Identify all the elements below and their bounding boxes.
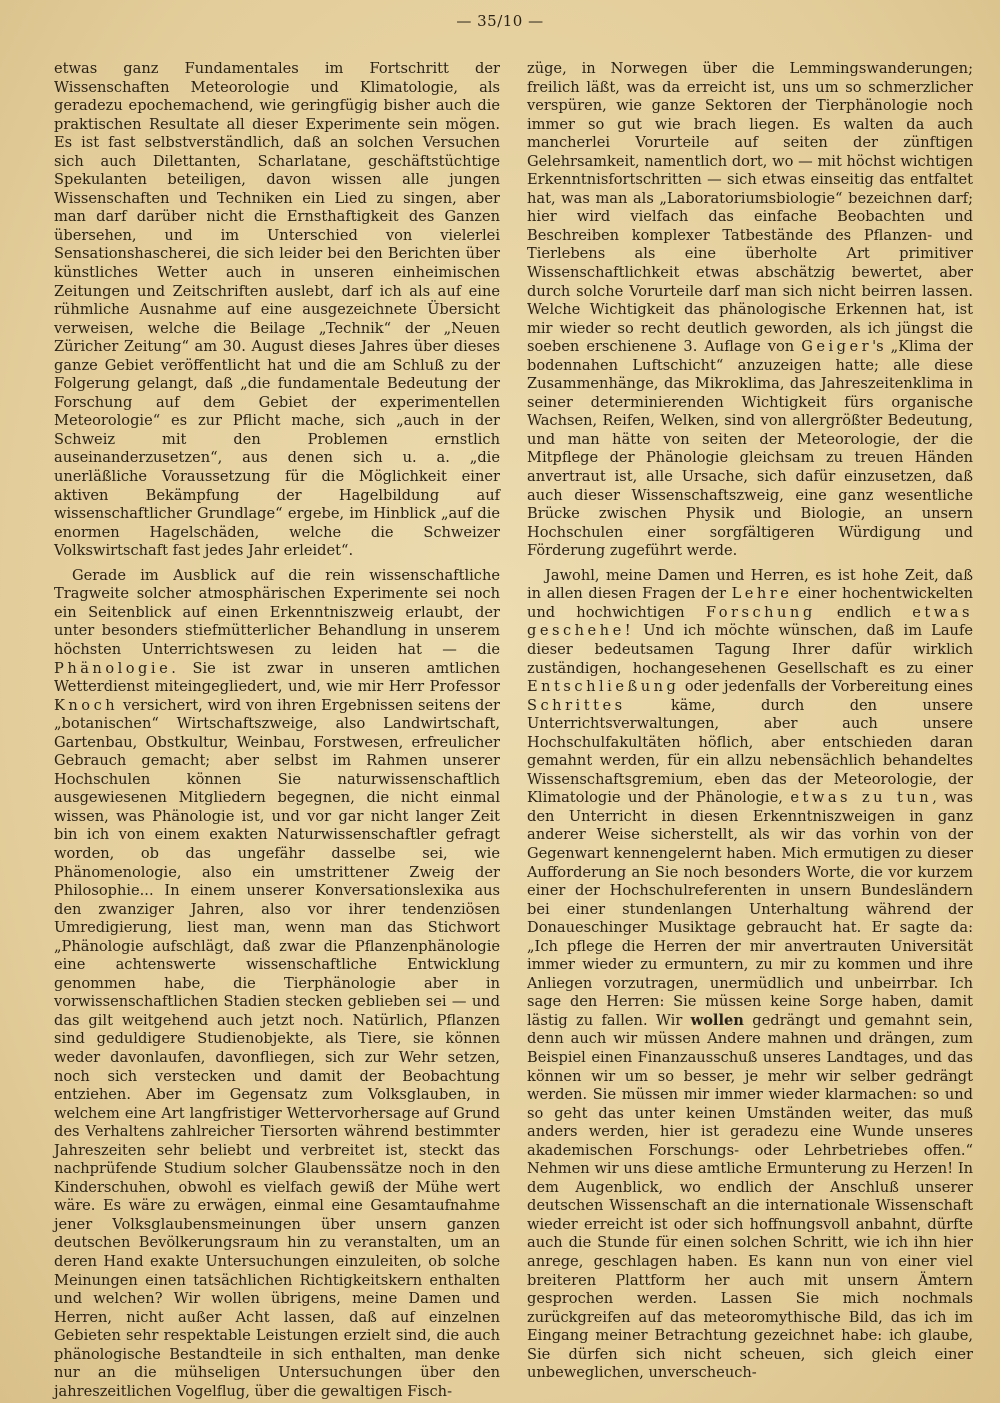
spaced-name: Geiger bbox=[801, 338, 873, 356]
spaced-term: Lehre bbox=[731, 585, 793, 603]
text-run: käme, durch den unsere Unterrichtsverwaltungen, aber auch unsere Hochschulfakultäten höflich, aber entschieden daran gemahnt werden, für ein allzu nebensächlich behandeltes Wissenschaftsgremium, eben das der Meteorologie, der Klimatologie und der Phänologie, bbox=[527, 696, 973, 807]
text-run: züge, in Norwegen über die Lemmingswanderungen; freilich läßt, was da erreicht ist, uns um so schmerzlicher verspüren, wie ganze Sektoren der Tierphänologie noch immer so gut wie brach liegen. Es walten da auch mancherlei Vorurteile auf seiten der zünftigen Gelehrsamkeit, namentlich dort, wo — mit höchst wichtigen Erkenntnisfortschritten — sich etwas einseitig das entfaltet hat, was man als „Laboratoriumsbiologie“ bezeichnen darf; hier wird vielfach das einfache Beobachten und Beschreiben komplexer Tatbestände des Pflanzen- und Tierlebens als eine überholte Art primitiver Wissenschaftlichkeit etwas abschätzig bewertet, aber durch solche Vorurteile darf man sich nicht beirren lassen. Welche Wichtigkeit das phänologische Erkennen hat, ist mir wieder so recht deutlich geworden, als ich jüngst die soeben erschienene 3. Auflage von bbox=[527, 60, 973, 356]
text-column-right bbox=[527, 60, 973, 1383]
text-run: gedrängt und gemahnt sein, denn auch wir müssen Andere mahnen und drängen, zum Beispiel einen Finanzausschuß unseres Landtages, und das können wir um so besser, je mehr wir selber gedrängt werden. Sie müssen mir immer wieder klarmachen: so und so geht das unter keinen Umständen weiter, das muß anders werden, hier ist geradezu eine Wunde unseres akademischen Forschungs- oder Lehrbetriebes offen.“ Nehmen wir uns diese amtliche Ermunterung zu Herzen! In dem Augenblick, wo endlich der Anschluß unserer deutschen Wissenschaft an die internationale Wissenschaft wieder erreicht ist oder sich hoffnungsvoll anbahnt, dürfte auch die Stunde für einen solchen Schritt, wie ich ihn hier anrege, geschlagen haben. Es kann nun von einer viel breiteren Plattform her auch mit unsern Ämtern gesprochen werden. Lassen Sie mich nochmals zurückgreifen auf das meteoromythische Bild, das ich im Eingang meiner Betrachtung gezeichnet habe: ich glaube, Sie dürfen sich nicht scheuen, sich gleich einer unbeweglichen, unverscheuch- bbox=[527, 1011, 973, 1382]
bold-term: wollen bbox=[690, 1011, 744, 1029]
text-run: Gerade im Ausblick auf die rein wissenschaftliche Tragweite solcher atmosphärischen Experimente sei noch ein Seitenblick auf einen Erkenntniszweig erlaubt, der unter besonders stiefmütterlicher Behandlung in unserem höchsten Unterrichtswesen zu leiden hat — die bbox=[54, 566, 500, 658]
paragraph bbox=[54, 567, 500, 1402]
spaced-term: Phänologie bbox=[54, 659, 172, 677]
paragraph: etwas ganz Fundamentales im Fortschritt der Wissenschaften Meteorologie und Klimatologie, als geradezu epochemachend, wie geringfügig bisher auch die praktischen Resultate all dieser Experimente sein mögen. Es ist fast selbstverständlich, daß an solchen Versuchen sich auch Dilettanten, Scharlatane, geschäftstüchtige Spekulanten beteiligen, davon wissen alle jungen Wissenschaften und Techniken ein Lied zu singen, aber man darf darüber nicht die Ernsthaftigkeit des Ganzen übersehen, und im Unterschied von vielerlei Sensationshascherei, die sich leider bei den Berichten über künstliches Wetter auch in unseren einheimischen Zeitungen und Zeitschriften auslebt, darf ich als auf eine rühmliche Ausnahme auf eine ausgezeichnete Übersicht verweisen, welche die Beilage „Technik“ der „Neuen Züricher Zeitung“ am 30. August dieses Jahres über dieses ganze Gebiet veröffentlicht hat und die am Schluß zu der Folgerung gelangt, daß „die fundamentale Bedeutung der Forschung auf dem Gebiet der experimentellen Meteorologie“ es zur Pflicht mache, sich „auch in der Schweiz mit den Problemen ernstlich auseinanderzusetzen“, aus denen sich u. a. „die unerläßliche Voraussetzung für die Möglichkeit einer aktiven Bekämpfung der Hagelbildung auf wissenschaftlicher Grundlage“ ergebe, im Hinblick „auf die enormen Hagelschäden, welche die Schweizer Volkswirtschaft fast jedes Jahr erleidet“. bbox=[54, 60, 500, 560]
spaced-term: Forschung bbox=[705, 603, 816, 621]
text-run: 's „Klima der bodennahen Luftschicht“ anzuzeigen hatte; alle diese Zusammenhänge, das Mikroklima, das Jahreszeitenklima in seiner determinierenden Wichtigkeit fürs organische Wachsen, Reifen, Welken, sind von allergrößter Bedeutung, und man hätte von seiten der Meteorologie, der die Mitpflege der Phänologie gleichsam zu treuen Händen anvertraut ist, alle Ursache, sich dafür einzusetzen, daß auch dieser Wissenschaftszweig, eine ganz wesentliche Brücke zwischen Physik und Biologie, an unsern Hochschulen einer sorgfältigeren Würdigung und Förderung zugeführt werde. bbox=[527, 338, 973, 560]
text-column-left bbox=[54, 60, 500, 1401]
paragraph bbox=[527, 60, 973, 561]
text-run: oder jedenfalls der Vorbereitung eines bbox=[679, 678, 973, 696]
spaced-term: etwas geschehe! bbox=[527, 603, 973, 640]
text-run: , was den Unterricht in diesen Erkenntniszweigen in ganz anderer Weise sicherstellt, als wir das vorhin von der Gegenwart kennengelernt haben. Mich ermutigen zu dieser Aufforderung an Sie noch besonders Worte, die vor kurzem einer der Hochschulreferenten in unsern Bundesländern bei einer stundenlangen Unterhaltung während der Donaueschinger Musiktage gebraucht hat. Er sagte da: „Ich pflege die Herren der mir anvertrauten Universität immer wieder zu ermuntern, zu mir zu kommen und ihre Anliegen vorzutragen, unermüdlich und unbeirrbar. Ich sage den Herren: Sie müssen keine Sorge haben, damit lästig zu fallen. Wir bbox=[527, 789, 973, 1029]
text-run: einer hochentwickelten und hochwichtigen bbox=[527, 585, 974, 621]
page-number: — 35/10 — bbox=[456, 12, 544, 30]
text-run: Und ich möchte wünschen, daß im Laufe dieser bedeutsamen Tagung Ihrer dafür wirklich zuständigen, hochangesehenen Gesellschaft es zu einer bbox=[527, 622, 973, 677]
text-run: endlich bbox=[815, 603, 913, 621]
text-run: versichert, wird von ihren Ergebnissen seitens der „botanischen“ Wirtschaftszweige, also Landwirtschaft, Gartenbau, Obstkultur, Weinbau, Forstwesen, erfreulicher Gebrauch gemacht; aber selbst im Rahmen unserer Hochschulen können Sie naturwissenschaftlich ausgewiesenen Mitgliedern begegnen, die nicht einmal wissen, was Phänologie ist, und vor gar nicht langer Zeit bin ich von einem exakten Naturwissenschaftler gefragt worden, ob das ungefähr dasselbe sei, wie Phänomenologie, also ein umstrittener Zweig der Philosophie... In einem unserer Konversationslexika aus den zwanziger Jahren, also vor ihrer tendenziösen Umredigierung, liest man, wenn man das Stichwort „Phänologie aufschlägt, daß zwar die Pflanzenphänologie eine achtenswerte wissenschaftliche Entwicklung genommen habe, die Tierphänologie aber in vorwissenschaftlichen Stadien stecken geblieben sei — und das gilt weitgehend auch jetzt noch. Natürlich, Pflanzen sind geduldigere Studienobjekte, als Tiere, sie können weder davonlaufen, davonfliegen, sich zur Wehr setzen, noch sich verstecken und damit der Beobachtung entziehen. Aber im Gegensatz zum Volksglauben, in welchem eine Art langfristiger Wettervorhersage auf Grund des Verhaltens zahlreicher Tiersorten während bestimmter Jahreszeiten sehr beliebt und verbreitet ist, steckt das nachprüfende Studium solcher Glaubenssätze noch in den Kinderschuhen, obwohl es vielfach gewiß der Mühe wert wäre. Es wäre zu erwägen, einmal eine Gesamtaufnahme jener Volksglaubensmeinungen über unsern ganzen deutschen Bevölkerungsraum hin zu veranstalten, um an deren Hand exakte Untersuchungen einzuleiten, ob solche Meinungen einen tatsächlichen Richtigkeitskern enthalten und welchen? Wir wollen übrigens, meine Damen und Herren, nicht außer Acht lassen, daß auf einzelnen Gebieten sehr respektable Leistungen erzielt sind, die auch phänologische Bestandteile in sich enthalten, man denke nur an die mühseligen Untersuchungen über den jahreszeitlichen Vogelflug, über die gewaltigen Fisch- bbox=[54, 696, 500, 1400]
text-run: . Sie ist zwar in unseren amtlichen Wetterdienst miteingegliedert, und, wie mir Herr Professor bbox=[54, 659, 500, 696]
spaced-term: etwas zu tun bbox=[790, 789, 933, 807]
text-run: Jawohl, meine Damen und Herren, es ist hohe Zeit, daß in allen diesen Fragen der bbox=[527, 566, 973, 603]
spaced-term: Schrittes bbox=[527, 696, 626, 714]
spaced-term: Entschließung bbox=[527, 678, 680, 696]
paragraph bbox=[527, 567, 973, 1383]
spaced-name: Knoch bbox=[54, 696, 119, 714]
